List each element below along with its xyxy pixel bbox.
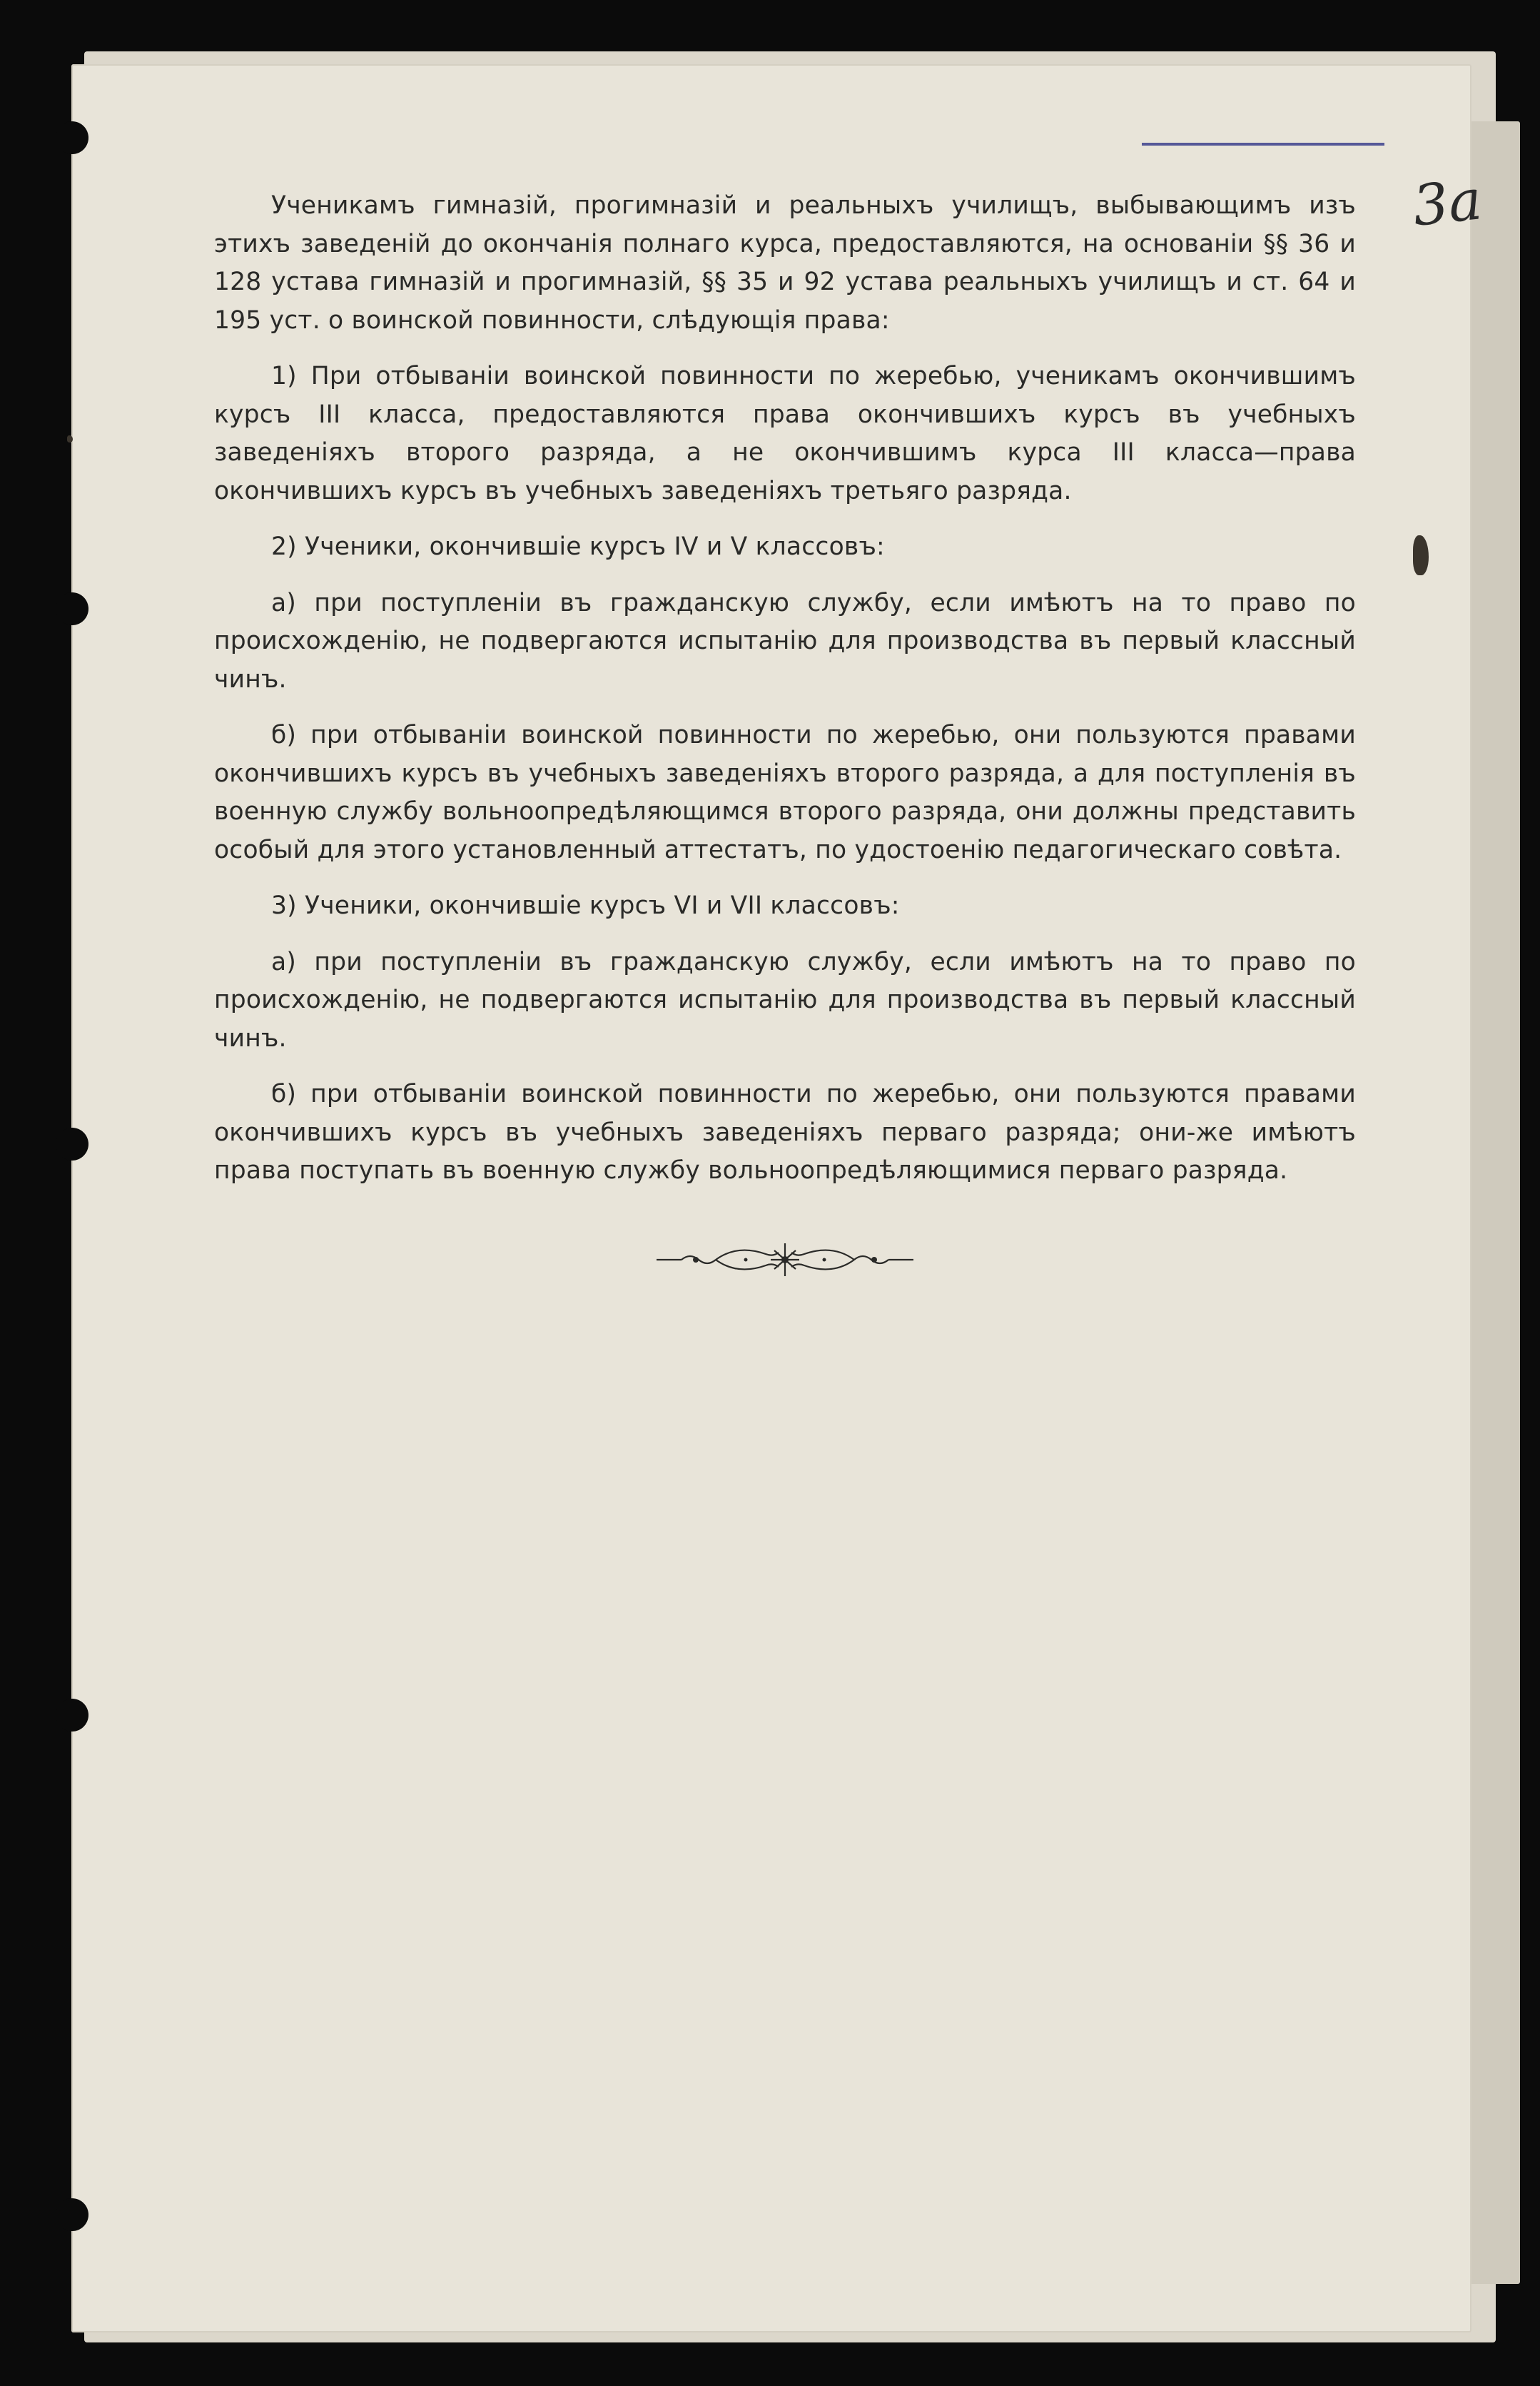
paragraph-2-heading: 2) Ученики, окончившіе курсъ IV и V классовъ: bbox=[271, 532, 885, 561]
paragraph-intro: Ученикамъ гимназій, прогимназій и реальныхъ училищъ, выбывающимъ изъ этихъ заведеній до окончанія полнаго курса, предоставляются, на основаніи §§ 36 и 128 устава гимназій и прогимназій, §§ 35 и 92 устава реальныхъ училищъ и ст. 64 и 195 уст. о воинской повинности, слѣдующія права: bbox=[214, 191, 1356, 335]
paragraph-3b: б) при отбываніи воинской повинности по жеребью, они пользуются правами окончившихъ курсъ въ учебныхъ заведеніяхъ перваго разряда; они-же имѣютъ права поступать въ военную службу вольноопредѣляющимися перваго разряда. bbox=[214, 1080, 1356, 1185]
punch-hole bbox=[56, 1699, 88, 1732]
paragraph-2a: а) при поступленіи въ гражданскую службу, если имѣютъ на то право по происхожденію, не подвергаются испытанію для производства въ первый классный чинъ. bbox=[214, 588, 1356, 694]
punch-hole bbox=[56, 592, 88, 625]
folio-number: 3а bbox=[1409, 168, 1485, 239]
paper-damage-speck bbox=[1413, 535, 1429, 575]
paragraph-3-heading: 3) Ученики, окончившіе курсъ VI и VII классовъ: bbox=[271, 891, 900, 920]
punch-hole bbox=[56, 121, 88, 154]
ornament-divider-icon bbox=[653, 1235, 917, 1285]
paper-damage-speck bbox=[67, 435, 73, 443]
paragraph-3a: а) при поступленіи въ гражданскую службу, если имѣютъ на то право по происхожденію, не подвергаются испытанію для производства въ первый классный чинъ. bbox=[214, 947, 1356, 1053]
paragraph-1: 1) При отбываніи воинской повинности по жеребью, ученикамъ окончившимъ курсъ III класса, предоставляются права окончившихъ курсъ въ учебныхъ заведеніяхъ второго разряда, а не окончившимъ курса III класса—права окончившихъ курсъ въ учебныхъ заведеніяхъ третьяго разряда. bbox=[214, 362, 1356, 505]
document-body bbox=[214, 187, 1356, 1208]
blue-pencil-mark bbox=[1142, 143, 1384, 146]
punch-hole bbox=[56, 2198, 88, 2231]
paragraph-2b: б) при отбываніи воинской повинности по жеребью, они пользуются правами окончившихъ курсъ въ учебныхъ заведеніяхъ второго разряда, а для поступленія въ военную службу вольноопредѣляющимся второго разряда, они должны представить особый для этого установленный аттестатъ, по удостоенію педагогическаго совѣта. bbox=[214, 721, 1356, 864]
punch-hole bbox=[56, 1128, 88, 1161]
